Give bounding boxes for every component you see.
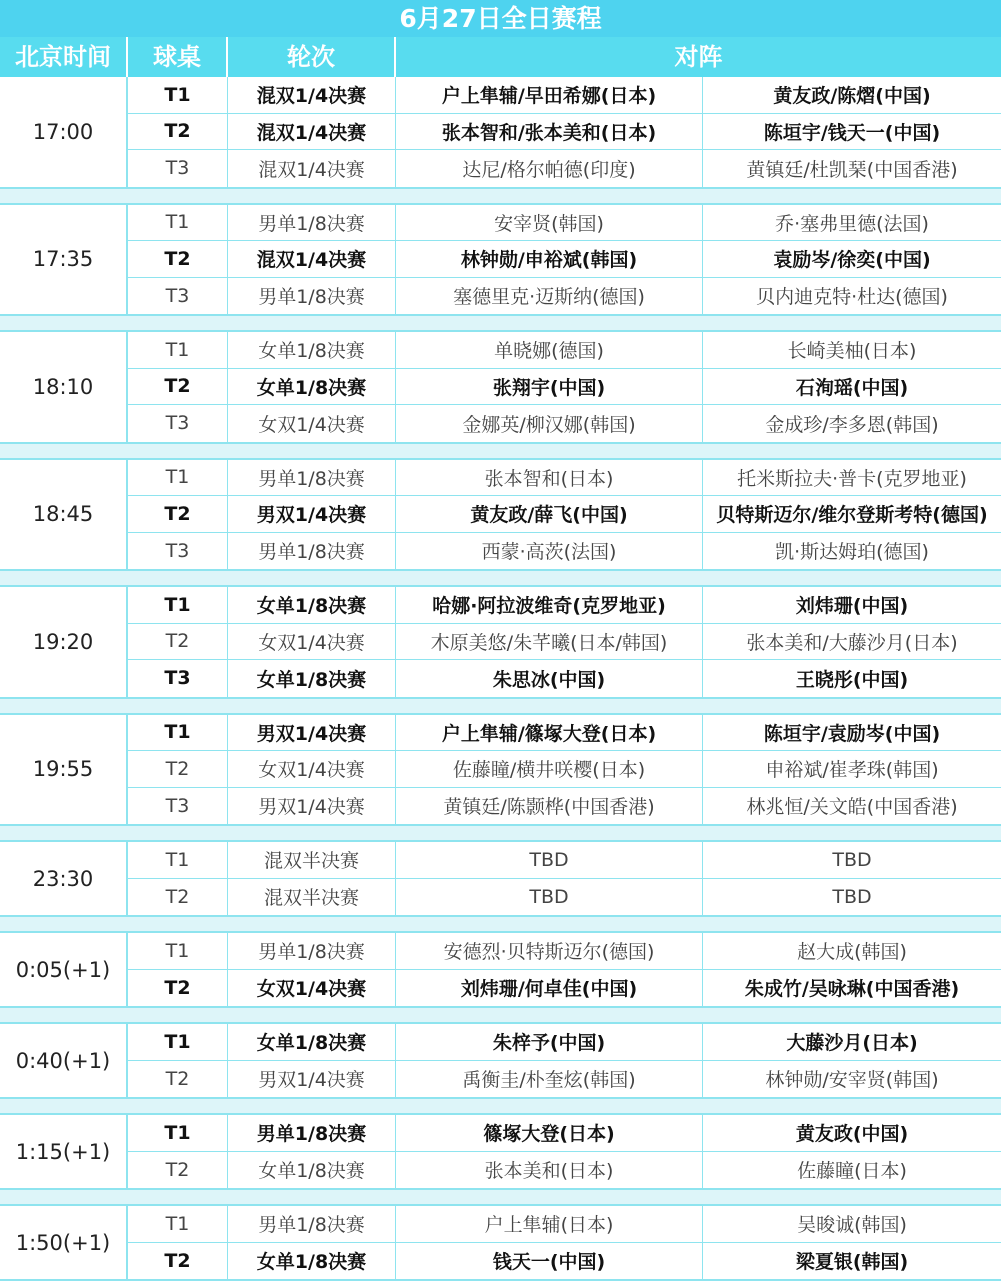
player1-cell: 户上隼辅/篠塚大登(日本) <box>396 715 703 751</box>
match-rows <box>128 1024 1001 1097</box>
player2-cell: 石洵瑶(中国) <box>795 376 909 399</box>
time-cell: 0:05(+1) <box>0 933 128 1006</box>
time-cell: 18:45 <box>0 460 128 570</box>
table-row <box>128 114 1001 151</box>
match-rows <box>128 842 1001 915</box>
table-cell: T1 <box>128 1024 228 1060</box>
round-cell: 男单1/8决赛 <box>228 1206 396 1242</box>
table-cell: T3 <box>128 660 228 697</box>
header-round: 轮次 <box>228 37 396 77</box>
player1-cell: 哈娜·阿拉波维奇(克罗地亚) <box>396 587 703 623</box>
time-cell: 1:15(+1) <box>0 1115 128 1188</box>
player1-cell: 黄镇廷/陈颢桦(中国香港) <box>396 788 703 825</box>
round-cell: 男双1/4决赛 <box>228 496 396 532</box>
player1-cell: TBD <box>396 842 703 878</box>
time-block <box>0 842 1001 917</box>
time-cell: 19:20 <box>0 587 128 697</box>
block-separator <box>0 826 1001 842</box>
table-row <box>128 788 1001 825</box>
table-row <box>128 332 1001 369</box>
table-row <box>128 587 1001 624</box>
player1-cell: 安德烈·贝特斯迈尔(德国) <box>396 933 703 969</box>
table-cell: T1 <box>128 460 228 496</box>
block-separator <box>0 1008 1001 1024</box>
player2-cell: 申裕斌/崔孝珠(韩国) <box>765 759 939 782</box>
table-cell: T1 <box>128 587 228 623</box>
player1-cell: 朱思冰(中国) <box>396 660 703 697</box>
time-block <box>0 77 1001 189</box>
table-cell: T1 <box>128 1115 228 1151</box>
table-row <box>128 751 1001 788</box>
table-row <box>128 879 1001 916</box>
player1-cell: 林钟勋/申裕斌(韩国) <box>396 241 703 277</box>
player2-cell: TBD <box>832 848 872 871</box>
match-rows <box>128 77 1001 187</box>
player2-cell: 刘炜珊(中国) <box>795 595 909 618</box>
player1-cell: 钱天一(中国) <box>396 1243 703 1280</box>
player2-cell: 王晓彤(中国) <box>795 668 909 691</box>
block-separator <box>0 444 1001 460</box>
round-cell: 女双1/4决赛 <box>228 405 396 442</box>
player2-cell: 长崎美柚(日本) <box>787 340 917 363</box>
player1-cell: 篠塚大登(日本) <box>396 1115 703 1151</box>
header-matchup: 对阵 <box>674 43 723 71</box>
player1-cell: 禹衡圭/朴奎炫(韩国) <box>396 1061 703 1098</box>
round-cell: 男单1/8决赛 <box>228 1115 396 1151</box>
table-row <box>128 369 1001 406</box>
player1-cell: 金娜英/柳汉娜(韩国) <box>396 405 703 442</box>
block-separator <box>0 1099 1001 1115</box>
player2-cell: 凯·斯达姆珀(德国) <box>775 541 929 564</box>
player1-cell: 张本智和/张本美和(日本) <box>396 114 703 150</box>
round-cell: 女单1/8决赛 <box>228 332 396 368</box>
round-cell: 女双1/4决赛 <box>228 624 396 660</box>
table-cell: T2 <box>128 241 228 277</box>
match-rows <box>128 1115 1001 1188</box>
table-cell: T3 <box>128 405 228 442</box>
table-cell: T2 <box>128 114 228 150</box>
player1-cell: 张本美和(日本) <box>396 1152 703 1189</box>
player1-cell: 张本智和(日本) <box>396 460 703 496</box>
table-row <box>128 205 1001 242</box>
time-cell: 19:55 <box>0 715 128 825</box>
player2-cell: 袁励岑/徐奕(中国) <box>773 249 931 272</box>
round-cell: 女双1/4决赛 <box>228 970 396 1007</box>
player1-cell: 塞德里克·迈斯纳(德国) <box>396 278 703 315</box>
table-row <box>128 715 1001 752</box>
match-rows <box>128 715 1001 825</box>
match-rows <box>128 1206 1001 1279</box>
player2-cell: 吴晙诚(韩国) <box>797 1214 907 1237</box>
player1-cell: 户上隼辅/早田希娜(日本) <box>396 77 703 113</box>
round-cell: 女单1/8决赛 <box>228 1152 396 1189</box>
table-row <box>128 970 1001 1007</box>
player1-cell: 单晓娜(德国) <box>396 332 703 368</box>
time-cell: 18:10 <box>0 332 128 442</box>
match-rows <box>128 205 1001 315</box>
block-separator <box>0 917 1001 933</box>
table-cell: T1 <box>128 842 228 878</box>
schedule-table <box>0 77 1001 1281</box>
time-block <box>0 1115 1001 1190</box>
time-cell: 0:40(+1) <box>0 1024 128 1097</box>
table-row <box>128 241 1001 278</box>
player1-cell: 达尼/格尔帕德(印度) <box>396 150 703 187</box>
table-row <box>128 150 1001 187</box>
round-cell: 混双1/4决赛 <box>228 150 396 187</box>
time-cell: 23:30 <box>0 842 128 915</box>
table-row <box>128 660 1001 697</box>
player1-cell: 西蒙·高茨(法国) <box>396 533 703 570</box>
player2-cell: 林钟勋/安宰贤(韩国) <box>765 1069 939 1092</box>
time-block <box>0 460 1001 572</box>
round-cell: 女单1/8决赛 <box>228 369 396 405</box>
round-cell: 女单1/8决赛 <box>228 1243 396 1280</box>
player2-cell: 黄镇廷/杜凯琹(中国香港) <box>746 158 958 181</box>
table-row <box>128 496 1001 533</box>
table-row <box>128 1152 1001 1189</box>
player2-cell: 黄友政(中国) <box>795 1123 909 1146</box>
table-row <box>128 1243 1001 1280</box>
table-cell: T1 <box>128 205 228 241</box>
player1-cell: 黄友政/薛飞(中国) <box>396 496 703 532</box>
table-cell: T1 <box>128 715 228 751</box>
player1-cell: TBD <box>396 879 703 916</box>
table-cell: T2 <box>128 624 228 660</box>
player2-cell: 佐藤瞳(日本) <box>797 1160 907 1183</box>
table-cell: T1 <box>128 332 228 368</box>
player1-cell: 朱梓予(中国) <box>396 1024 703 1060</box>
player2-cell: 托米斯拉夫·普卡(克罗地亚) <box>737 467 967 490</box>
table-row <box>128 405 1001 442</box>
table-row <box>128 533 1001 570</box>
time-block <box>0 587 1001 699</box>
round-cell: 男双1/4决赛 <box>228 788 396 825</box>
player2-cell: 黄友政/陈熠(中国) <box>773 85 931 108</box>
player2-cell: 陈垣宇/钱天一(中国) <box>763 121 941 144</box>
time-block <box>0 715 1001 827</box>
table-row <box>128 842 1001 879</box>
player2-cell: TBD <box>832 885 872 908</box>
table-cell: T2 <box>128 1061 228 1098</box>
player1-cell: 户上隼辅(日本) <box>396 1206 703 1242</box>
round-cell: 混双半决赛 <box>228 879 396 916</box>
match-rows <box>128 332 1001 442</box>
table-row <box>128 933 1001 970</box>
time-block <box>0 933 1001 1008</box>
player1-cell: 刘炜珊/何卓佳(中国) <box>396 970 703 1007</box>
block-separator <box>0 189 1001 205</box>
time-block <box>0 1206 1001 1281</box>
table-row <box>128 1206 1001 1243</box>
player2-cell: 金成珍/李多恩(韩国) <box>765 413 939 436</box>
round-cell: 男单1/8决赛 <box>228 460 396 496</box>
table-header <box>0 37 1001 77</box>
table-cell: T2 <box>128 496 228 532</box>
table-cell: T2 <box>128 1243 228 1280</box>
match-rows <box>128 460 1001 570</box>
table-cell: T2 <box>128 970 228 1007</box>
player1-cell: 安宰贤(韩国) <box>396 205 703 241</box>
table-cell: T1 <box>128 933 228 969</box>
table-row <box>128 460 1001 497</box>
table-row <box>128 278 1001 315</box>
round-cell: 混双1/4决赛 <box>228 114 396 150</box>
round-cell: 男双1/4决赛 <box>228 1061 396 1098</box>
player2-cell: 陈垣宇/袁励岑(中国) <box>763 722 941 745</box>
round-cell: 男双1/4决赛 <box>228 715 396 751</box>
round-cell: 混双半决赛 <box>228 842 396 878</box>
table-cell: T3 <box>128 533 228 570</box>
player2-cell: 张本美和/大藤沙月(日本) <box>746 631 958 654</box>
round-cell: 女单1/8决赛 <box>228 660 396 697</box>
player2-cell: 朱成竹/吴咏琳(中国香港) <box>744 978 960 1001</box>
time-block <box>0 205 1001 317</box>
round-cell: 男单1/8决赛 <box>228 205 396 241</box>
time-cell: 17:00 <box>0 77 128 187</box>
player1-cell: 张翔宇(中国) <box>396 369 703 405</box>
player2-cell: 大藤沙月(日本) <box>786 1032 918 1055</box>
round-cell: 混双1/4决赛 <box>228 77 396 113</box>
time-block <box>0 332 1001 444</box>
time-cell: 1:50(+1) <box>0 1206 128 1279</box>
table-cell: T1 <box>128 1206 228 1242</box>
player2-cell: 赵大成(韩国) <box>797 941 907 964</box>
player2-cell: 贝内迪克特·杜达(德国) <box>756 286 948 309</box>
player2-cell: 林兆恒/关文皓(中国香港) <box>746 796 958 819</box>
block-separator <box>0 1190 1001 1206</box>
table-cell: T2 <box>128 1152 228 1189</box>
round-cell: 女双1/4决赛 <box>228 751 396 787</box>
table-cell: T2 <box>128 751 228 787</box>
time-block <box>0 1024 1001 1099</box>
table-row <box>128 1024 1001 1061</box>
table-cell: T3 <box>128 278 228 315</box>
table-row <box>128 624 1001 661</box>
table-cell: T3 <box>128 788 228 825</box>
header-time: 北京时间 <box>0 37 128 77</box>
table-row <box>128 1061 1001 1098</box>
table-cell: T2 <box>128 879 228 916</box>
table-cell: T2 <box>128 369 228 405</box>
page-title: 6月27日全日赛程 <box>0 0 1001 37</box>
round-cell: 男单1/8决赛 <box>228 933 396 969</box>
block-separator <box>0 316 1001 332</box>
table-row <box>128 1115 1001 1152</box>
player1-cell: 佐藤瞳/横井咲樱(日本) <box>396 751 703 787</box>
round-cell: 男单1/8决赛 <box>228 533 396 570</box>
round-cell: 男单1/8决赛 <box>228 278 396 315</box>
match-rows <box>128 933 1001 1006</box>
player2-cell: 贝特斯迈尔/维尔登斯考特(德国) <box>716 504 988 527</box>
block-separator <box>0 699 1001 715</box>
block-separator <box>0 571 1001 587</box>
table-cell: T3 <box>128 150 228 187</box>
round-cell: 女单1/8决赛 <box>228 587 396 623</box>
player2-cell: 乔·塞弗里德(法国) <box>775 212 929 235</box>
round-cell: 女单1/8决赛 <box>228 1024 396 1060</box>
table-cell: T1 <box>128 77 228 113</box>
time-cell: 17:35 <box>0 205 128 315</box>
table-row <box>128 77 1001 114</box>
match-rows <box>128 587 1001 697</box>
player2-cell: 梁夏银(韩国) <box>795 1251 909 1274</box>
header-table: 球桌 <box>128 37 228 77</box>
round-cell: 混双1/4决赛 <box>228 241 396 277</box>
player1-cell: 木原美悠/朱芊曦(日本/韩国) <box>396 624 703 660</box>
